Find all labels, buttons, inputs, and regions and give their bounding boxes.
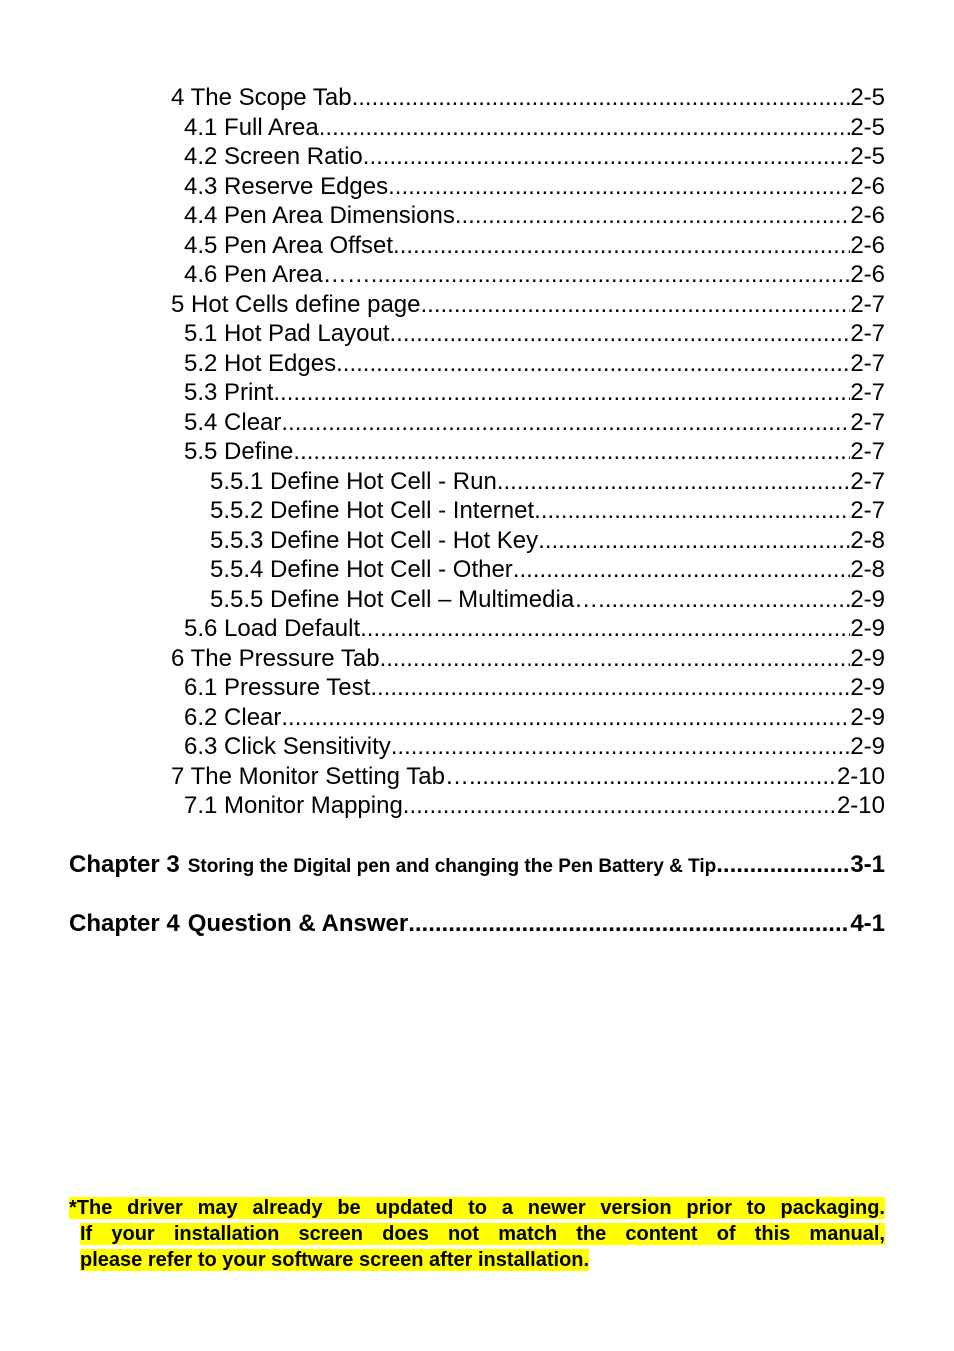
toc-entry-page-number: 2-7 xyxy=(850,497,885,524)
toc-entry[interactable] xyxy=(184,408,885,438)
dot-leader xyxy=(538,526,850,556)
toc-entry-page-number: 2-10 xyxy=(836,762,885,790)
chapter-prefix: Chapter 4 xyxy=(69,910,180,937)
dot-leader xyxy=(389,319,850,349)
toc-entry-title: 5.5.3 Define Hot Cell - Hot Key xyxy=(210,526,539,554)
toc-entry-page-number: 2-9 xyxy=(850,585,885,613)
toc-entry[interactable] xyxy=(184,201,885,231)
dot-leader xyxy=(388,172,850,202)
chapter-title: Question & Answer xyxy=(187,910,409,937)
dot-leader xyxy=(281,703,850,733)
dot-leader xyxy=(380,644,851,674)
toc-entry-page-number: 2-7 xyxy=(850,290,885,318)
toc-entry-title: 6.2 Clear xyxy=(184,703,282,731)
toc-chapter-3[interactable] xyxy=(69,848,885,882)
toc-entry-title: 4.5 Pen Area Offset xyxy=(184,231,394,259)
note-highlight: *The driver may already be updated to a newer version prior to packaging. xyxy=(69,1197,885,1219)
chapter-prefix: Chapter 3 xyxy=(69,851,180,878)
toc-entry[interactable] xyxy=(210,496,885,526)
toc-entry-title: 5.5 Define xyxy=(184,438,294,465)
toc-entry[interactable] xyxy=(184,142,885,172)
dot-leader xyxy=(497,467,851,497)
dot-leader xyxy=(534,496,850,526)
toc-entry[interactable] xyxy=(184,732,885,762)
toc-entry[interactable] xyxy=(184,349,885,379)
toc-entry-title: 4.1 Full Area xyxy=(184,113,319,141)
note-line-3 xyxy=(69,1247,885,1273)
toc-entry-page-number: 2-9 xyxy=(850,733,885,760)
dot-leader xyxy=(336,349,850,379)
note-line-1 xyxy=(69,1195,885,1221)
toc-chapter-4[interactable] xyxy=(69,907,885,941)
toc-entry-page-number: 2-10 xyxy=(836,792,885,819)
toc-entry-title: 4.4 Pen Area Dimensions xyxy=(184,202,455,229)
toc-entry[interactable] xyxy=(184,791,885,821)
toc-entry-page-number: 2-9 xyxy=(850,703,885,731)
chapter-page-number: 4-1 xyxy=(850,910,885,937)
toc-entry-title: 4 The Scope Tab xyxy=(171,84,352,111)
toc-entry[interactable] xyxy=(184,172,885,202)
toc-entry-title: 5.5.4 Define Hot Cell - Other xyxy=(210,556,513,583)
toc-entry[interactable] xyxy=(171,644,885,674)
toc-entry[interactable] xyxy=(184,378,885,408)
toc-entry-page-number: 2-6 xyxy=(850,202,885,229)
toc-entry-title: 5 Hot Cells define page xyxy=(171,290,421,318)
toc-entry[interactable] xyxy=(210,467,885,497)
toc-entry-title: 7.1 Monitor Mapping xyxy=(184,792,403,819)
dot-leader xyxy=(408,907,850,941)
dot-leader xyxy=(469,762,837,792)
toc-entry-page-number: 2-9 xyxy=(850,615,885,642)
toc-entry-page-number: 2-5 xyxy=(850,84,885,111)
note-highlight: please refer to your software screen after installation. xyxy=(80,1249,590,1271)
toc-entry[interactable] xyxy=(184,260,885,290)
dot-leader xyxy=(598,585,850,615)
toc-entry-title: 6.1 Pressure Test xyxy=(184,674,371,701)
toc-entry-title: 7 The Monitor Setting Tab… xyxy=(171,762,469,790)
dot-leader xyxy=(513,555,851,585)
toc-entry-page-number: 2-6 xyxy=(850,231,885,259)
toc-entry-title: 5.1 Hot Pad Layout xyxy=(184,320,390,347)
dot-leader xyxy=(352,83,851,113)
dot-leader xyxy=(391,732,851,762)
chapter-title: Storing the Digital pen and changing the Pen Battery & Tip xyxy=(187,856,717,877)
toc-entry[interactable] xyxy=(184,113,885,143)
toc-entry-page-number: 2-7 xyxy=(850,438,885,465)
toc-entry-title: 5.3 Print xyxy=(184,379,274,406)
toc-entry-page-number: 2-8 xyxy=(850,556,885,583)
dot-leader xyxy=(403,791,837,821)
toc-entry-page-number: 2-6 xyxy=(850,172,885,200)
toc-entry-title: 4.2 Screen Ratio xyxy=(184,143,363,170)
toc-entry-title: 5.6 Load Default xyxy=(184,615,361,642)
toc-entry-page-number: 2-7 xyxy=(850,408,885,436)
toc-entry-title: 4.6 Pen Area…… xyxy=(184,261,371,288)
toc-entry[interactable] xyxy=(184,703,885,733)
toc-entry-page-number: 2-7 xyxy=(850,467,885,495)
toc-entry-title: 6 The Pressure Tab xyxy=(171,644,380,672)
toc-entry[interactable] xyxy=(184,319,885,349)
dot-leader xyxy=(371,260,851,290)
toc-entry-page-number: 2-8 xyxy=(850,526,885,554)
toc-entry-page-number: 2-5 xyxy=(850,143,885,170)
toc-entry[interactable] xyxy=(171,83,885,113)
dot-leader xyxy=(716,848,850,882)
toc-entry[interactable] xyxy=(184,673,885,703)
toc-entry[interactable] xyxy=(184,614,885,644)
toc-entry-page-number: 2-9 xyxy=(850,644,885,672)
toc-entry-title: 4.3 Reserve Edges xyxy=(184,172,389,200)
toc-entry-title: 5.5.1 Define Hot Cell - Run xyxy=(210,467,497,495)
toc-entry-title: 5.4 Clear xyxy=(184,408,282,436)
toc-entry[interactable] xyxy=(184,437,885,467)
toc-entry-page-number: 2-6 xyxy=(850,261,885,288)
toc-entry-title: 5.5.2 Define Hot Cell - Internet xyxy=(210,497,535,524)
dot-leader xyxy=(281,408,850,438)
toc-entry-title: 6.3 Click Sensitivity xyxy=(184,733,391,760)
toc-entry[interactable] xyxy=(210,526,885,556)
toc-entry-page-number: 2-5 xyxy=(850,113,885,141)
dot-leader xyxy=(393,231,850,261)
note-highlight: If your installation screen does not match the content of this manual, xyxy=(80,1223,885,1245)
toc-entry-page-number: 2-7 xyxy=(850,320,885,347)
dot-leader xyxy=(455,201,850,231)
toc-entry[interactable] xyxy=(171,290,885,320)
driver-note xyxy=(69,1195,885,1273)
note-line-2 xyxy=(69,1221,885,1247)
dot-leader xyxy=(421,290,851,320)
toc-entry[interactable] xyxy=(171,762,885,792)
toc-entry-page-number: 2-7 xyxy=(850,379,885,406)
chapter-page-number: 3-1 xyxy=(850,851,885,878)
dot-leader xyxy=(363,142,851,172)
dot-leader xyxy=(319,113,851,143)
dot-leader xyxy=(360,614,850,644)
toc-entry[interactable] xyxy=(184,231,885,261)
toc-entry-page-number: 2-7 xyxy=(850,349,885,377)
dot-leader xyxy=(293,437,850,467)
toc-entry-title: 5.2 Hot Edges xyxy=(184,349,337,377)
toc-entry-title: 5.5.5 Define Hot Cell – Multimedia… xyxy=(210,585,599,613)
toc-entry[interactable] xyxy=(210,555,885,585)
toc-entry[interactable] xyxy=(210,585,885,615)
toc-entry-page-number: 2-9 xyxy=(850,674,885,701)
dot-leader xyxy=(370,673,850,703)
dot-leader xyxy=(273,378,850,408)
